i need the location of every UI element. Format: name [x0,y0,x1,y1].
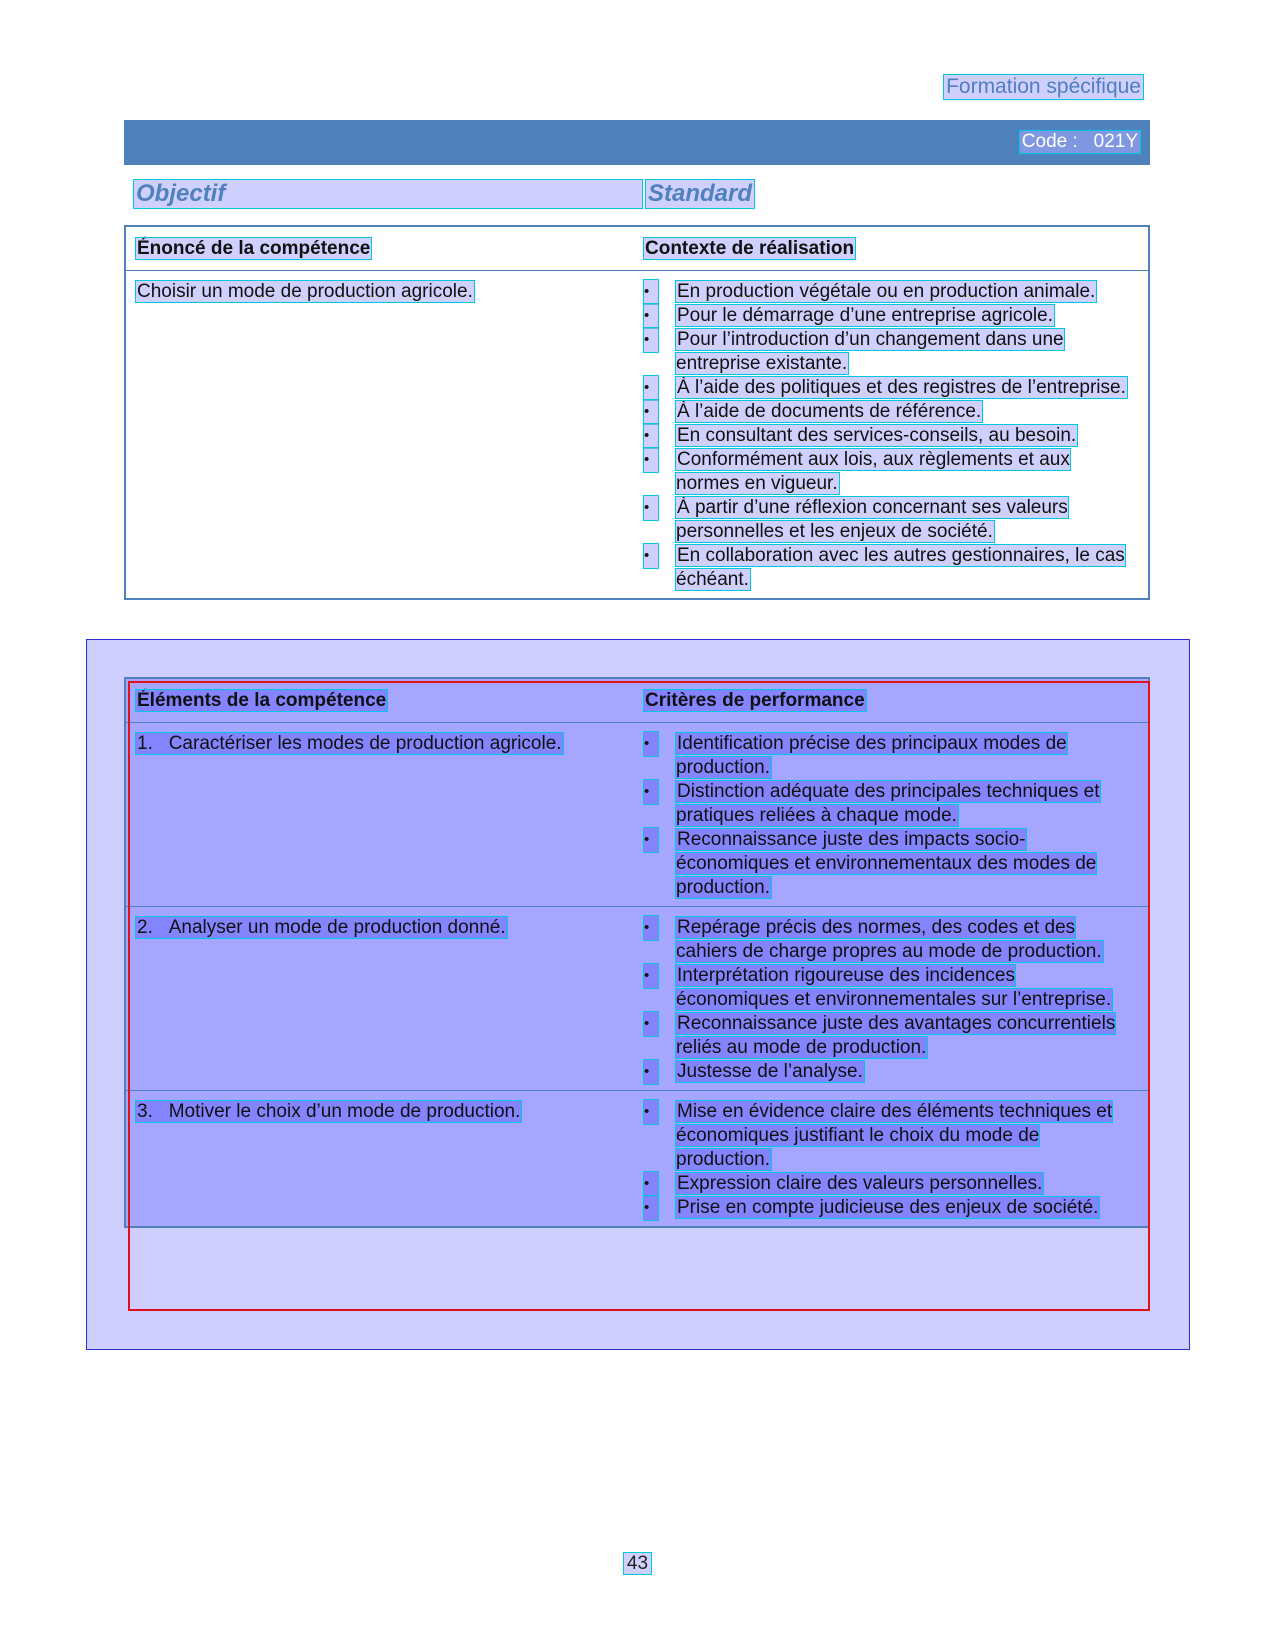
bullet-icon: • [644,1196,658,1220]
bullet-icon: • [644,424,658,448]
table-row [125,907,1149,1091]
list-item-text: À l’aide des politiques et des registres de l’entreprise. [677,377,1126,398]
competency-elements-table [124,677,1150,1228]
bullet-icon: • [644,400,658,424]
list-item-text: Pour l’introduction d’un changement dans une entreprise existante. [676,329,1064,374]
competency-statement-table [124,225,1150,600]
element-item [136,917,507,938]
list-item-text: Interprétation rigoureuse des incidences économiques et environnementales sur l’entreprise. [676,965,1112,1010]
bullet-icon: • [644,280,658,304]
bullet-icon: • [644,1060,658,1084]
element-number: 2. [137,917,153,938]
list-item-text: Reconnaissance juste des impacts socio-économiques et environnementaux des modes de production. [676,829,1097,898]
code-value: 021Y [1093,131,1138,152]
list-item-text: Identification précise des principaux modes de production. [676,733,1067,778]
bullet-icon: • [644,732,658,756]
list-item-text: Pour le démarrage d’une entreprise agricole. [677,305,1053,326]
list-item [644,496,1128,544]
bullet-icon: • [644,448,658,472]
objectif-title: Objectif [134,180,642,208]
table-row [125,271,1149,600]
page-number-value: 43 [624,1553,651,1574]
element-number: 3. [137,1101,153,1122]
list-item [644,280,1128,304]
list-item [644,328,1128,376]
bullet-icon: • [644,1100,658,1124]
bullet-icon: • [644,828,658,852]
competency-code [1020,131,1140,153]
list-item [644,780,1128,828]
element-text: Analyser un mode de production donné. [168,917,506,938]
table-row [125,723,1149,907]
element-text: Motiver le choix d’un mode de production. [168,1101,521,1122]
elements-header: Éléments de la compétence [137,690,387,711]
criteria-list [644,732,1128,900]
list-item [644,916,1128,964]
list-item [644,304,1128,328]
list-item-text: Justesse de l’analyse. [677,1061,863,1082]
competency-statement: Choisir un mode de production agricole. [137,281,473,302]
list-item [644,1196,1128,1220]
bullet-icon: • [644,780,658,804]
list-item [644,376,1128,400]
list-item-text: Prise en compte judicieuse des enjeux de société. [677,1197,1099,1218]
bullet-icon: • [644,376,658,400]
list-item [644,828,1128,900]
list-item [644,732,1128,780]
code-bar [124,120,1150,165]
list-item-text: En consultant des services-conseils, au besoin. [677,425,1077,446]
element-text: Caractériser les modes de production agricole. [168,733,562,754]
list-item-text: À l’aide de documents de référence. [677,401,982,422]
bullet-icon: • [644,328,658,352]
bullet-icon: • [644,916,658,940]
list-item-text: Distinction adéquate des principales techniques et pratiques reliées à chaque mode. [676,781,1100,826]
list-item [644,448,1128,496]
list-item [644,400,1128,424]
table-header-row [125,226,1149,271]
list-item-text: À partir d’une réflexion concernant ses valeurs personnelles et les enjeux de société. [676,497,1068,542]
bullet-icon: • [644,304,658,328]
list-item [644,1172,1128,1196]
criteria-header: Critères de performance [645,690,865,711]
element-item [136,733,563,754]
list-item-text: En collaboration avec les autres gestionnaires, le cas échéant. [676,545,1125,590]
context-header: Contexte de réalisation [645,238,855,259]
list-item-text: Mise en évidence claire des éléments techniques et économiques justifiant le choix du mode de production. [676,1101,1113,1170]
element-number: 1. [137,733,153,754]
section-titles [124,180,1150,212]
bullet-icon: • [644,1012,658,1036]
bullet-icon: • [644,1172,658,1196]
list-item-text: Repérage précis des normes, des codes et des cahiers de charge propres au mode de production. [676,917,1102,962]
bullet-icon: • [644,964,658,988]
list-item [644,1012,1128,1060]
standard-title: Standard [648,180,753,207]
list-item-text: Reconnaissance juste des avantages concurrentiels reliés au mode de production. [676,1013,1116,1058]
list-item-text: En production végétale ou en production animale. [677,281,1096,302]
context-list [644,280,1128,592]
list-item-text: Expression claire des valeurs personnelles. [677,1173,1043,1194]
list-item [644,964,1128,1012]
list-item [644,1060,1128,1084]
table-header-row [125,678,1149,723]
code-label: Code : [1021,131,1078,152]
element-item [136,1101,521,1122]
list-item [644,544,1128,592]
criteria-list [644,916,1128,1084]
list-item [644,1100,1128,1172]
program-title: Formation spécifique [946,75,1141,98]
bullet-icon: • [644,544,658,568]
criteria-list [644,1100,1128,1220]
bullet-icon: • [644,496,658,520]
list-item [644,424,1128,448]
statement-header: Énoncé de la compétence [137,238,371,259]
table-row [125,1091,1149,1228]
list-item-text: Conformément aux lois, aux règlements et aux normes en vigueur. [676,449,1070,494]
page-number [0,1553,1275,1575]
